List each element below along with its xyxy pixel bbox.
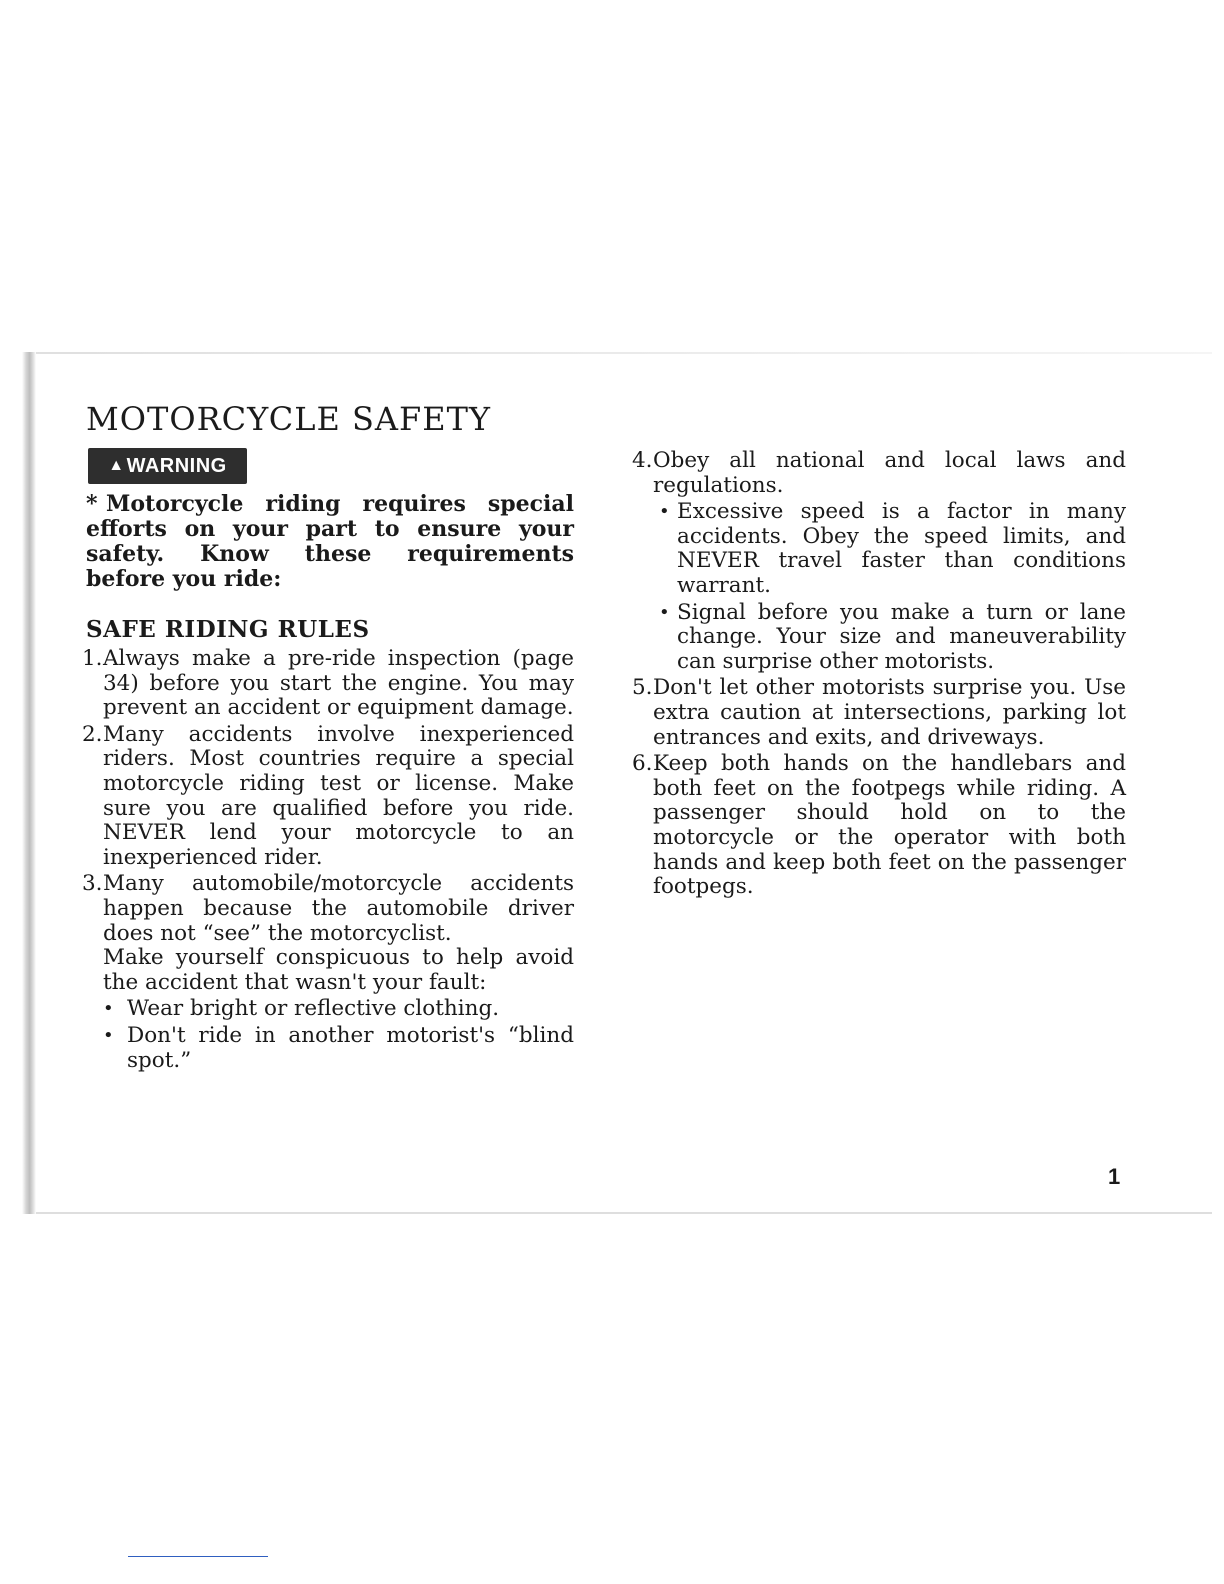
bullet-icon: • — [103, 1024, 114, 1046]
rule-text: Don't let other motorists surprise you. Use extra caution at intersections, parking lot entrances and exits, and driveways. — [653, 675, 1126, 750]
rule-item — [82, 723, 574, 871]
page-edge-bottom — [36, 1212, 1212, 1214]
rule-text: Many automobile/motorcycle accidents happen because the automobile driver does not “see” the motorcyclist. — [103, 871, 574, 946]
warning-label: WARNING — [126, 454, 227, 477]
rules-left-column — [82, 647, 574, 1073]
book-spine-shadow — [22, 352, 36, 1214]
bullet-item — [103, 1024, 574, 1073]
rule-text: Many accidents involve inexperienced riders. Most countries require a special motorcycle riding test or license. Make sure you are qualified before you ride. NEVER lend your motorcycle to an inexperienced rider. — [103, 721, 574, 870]
bullet-text: Signal before you make a turn or lane change. Your size and maneuverability can surprise other motorists. — [677, 599, 1126, 674]
bullet-icon: • — [659, 501, 670, 523]
rule-item — [82, 872, 574, 1073]
warning-text — [86, 492, 574, 592]
rule-extra-text: Make yourself conspicuous to help avoid the accident that wasn't your fault: — [103, 945, 574, 995]
bullet-item — [653, 500, 1126, 598]
rules-right-column — [632, 449, 1126, 900]
rule-number: 3. — [82, 871, 103, 897]
bullet-text: Wear bright or reflective clothing. — [127, 996, 500, 1022]
bullet-item — [653, 601, 1126, 675]
page-edge-top — [36, 352, 1212, 354]
bullet-icon: • — [659, 601, 670, 623]
bullet-text: Don't ride in another motorist's “blind spot.” — [127, 1022, 574, 1073]
rule-item — [632, 676, 1126, 750]
page-number: 1 — [1108, 1164, 1121, 1189]
rule-number: 6. — [632, 751, 653, 777]
bullet-text: Excessive speed is a factor in many accidents. Obey the speed limits, and NEVER travel faster than conditions warrant. — [677, 499, 1126, 598]
bottom-rule — [128, 1556, 268, 1557]
rule-number: 4. — [632, 448, 653, 473]
rule-number: 5. — [632, 675, 653, 701]
warning-triangle-icon: ▲ — [108, 457, 125, 474]
section-heading: SAFE RIDING RULES — [86, 616, 370, 643]
warning-message: Motorcycle riding requires special efforts on your part to ensure your safety. Know these requirements before you ride: — [86, 491, 574, 592]
rule-text: Obey all national and local laws and regulations. — [653, 448, 1126, 498]
bullet-icon: • — [103, 998, 114, 1020]
bullet-item — [103, 997, 574, 1022]
page-title: MOTORCYCLE SAFETY — [86, 400, 492, 438]
rule-item — [632, 752, 1126, 900]
rule-number: 1. — [82, 646, 103, 671]
rule-number: 2. — [82, 721, 103, 747]
warning-star: * — [86, 491, 98, 517]
rule-text: Always make a pre-ride inspection (page 34) before you start the engine. You may prevent an accident or equipment damage. — [103, 646, 574, 721]
rule-text: Keep both hands on the handlebars and both feet on the footpegs while riding. A passenger should hold on to the motorcycle or the operator with both hands and keep both feet on the passenger footpegs. — [653, 751, 1126, 900]
rule-item — [632, 449, 1126, 674]
rule-item — [82, 647, 574, 721]
warning-badge — [88, 448, 247, 484]
